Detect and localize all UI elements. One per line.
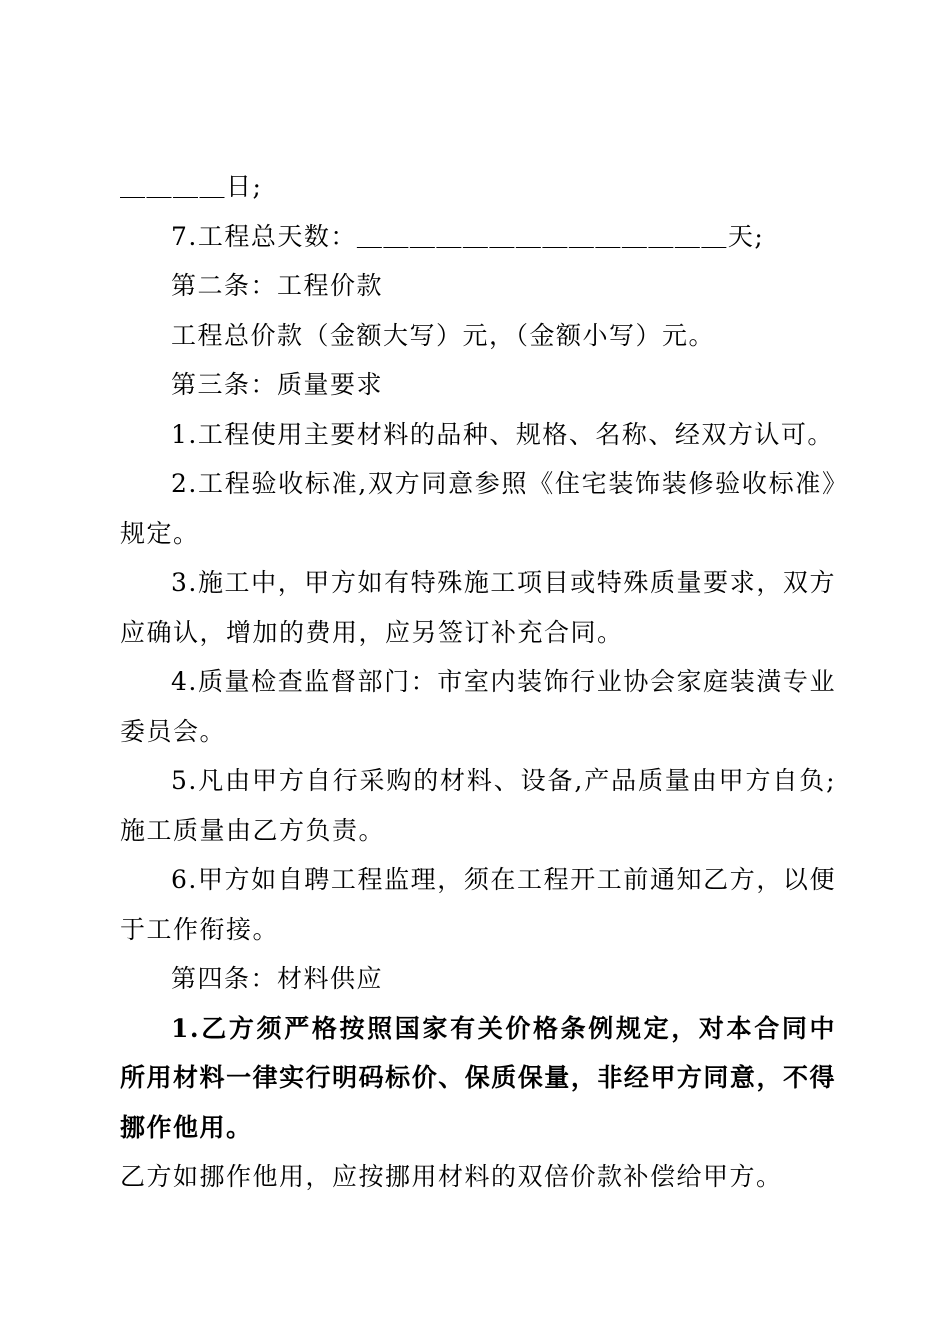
paragraph-quality-6: 6.甲方如自聘工程监理，须在工程开工前通知乙方，以便于工作衔接。 <box>120 865 836 944</box>
paragraph-materials-1-continued: 乙方如挪作他用，应按挪用材料的双倍价款补偿给甲方。 <box>120 1162 783 1191</box>
paragraph-date-line: ＿＿＿＿日; <box>120 172 263 201</box>
paragraph-quality-4: 4.质量检查监督部门：市室内装饰行业协会家庭装潢专业委员会。 <box>120 667 836 746</box>
paragraph-quality-3: 3.施工中，甲方如有特殊施工项目或特殊质量要求，双方应确认，增加的费用，应另签订补充合同。 <box>120 568 836 647</box>
section-heading-price: 第二条：工程价款 <box>171 271 384 300</box>
section-heading-quality: 第三条：质量要求 <box>171 370 384 399</box>
paragraph-total-price: 工程总价款（金额大写）元，（金额小写）元。 <box>171 320 716 350</box>
section-heading-materials: 第四条：材料供应 <box>171 964 384 993</box>
paragraph-quality-1: 1.工程使用主要材料的品种、规格、名称、经双方认可。 <box>171 419 834 449</box>
paragraph-quality-2: 2.工程验收标准,双方同意参照《住宅装饰装修验收标准》规定。 <box>120 469 836 548</box>
paragraph-quality-5: 5.凡由甲方自行采购的材料、设备,产品质量由甲方自负;施工质量由乙方负责。 <box>120 766 836 845</box>
paragraph-total-days: 7.工程总天数：＿＿＿＿＿＿＿＿＿＿＿＿＿＿天; <box>171 221 765 251</box>
paragraph-materials-1-bold: 1.乙方须严格按照国家有关价格条例规定，对本合同中所用材料一律实行明码标价、保质保量，非经甲方同意，不得挪作他用。 <box>120 1013 836 1142</box>
document-body <box>120 162 836 1202</box>
